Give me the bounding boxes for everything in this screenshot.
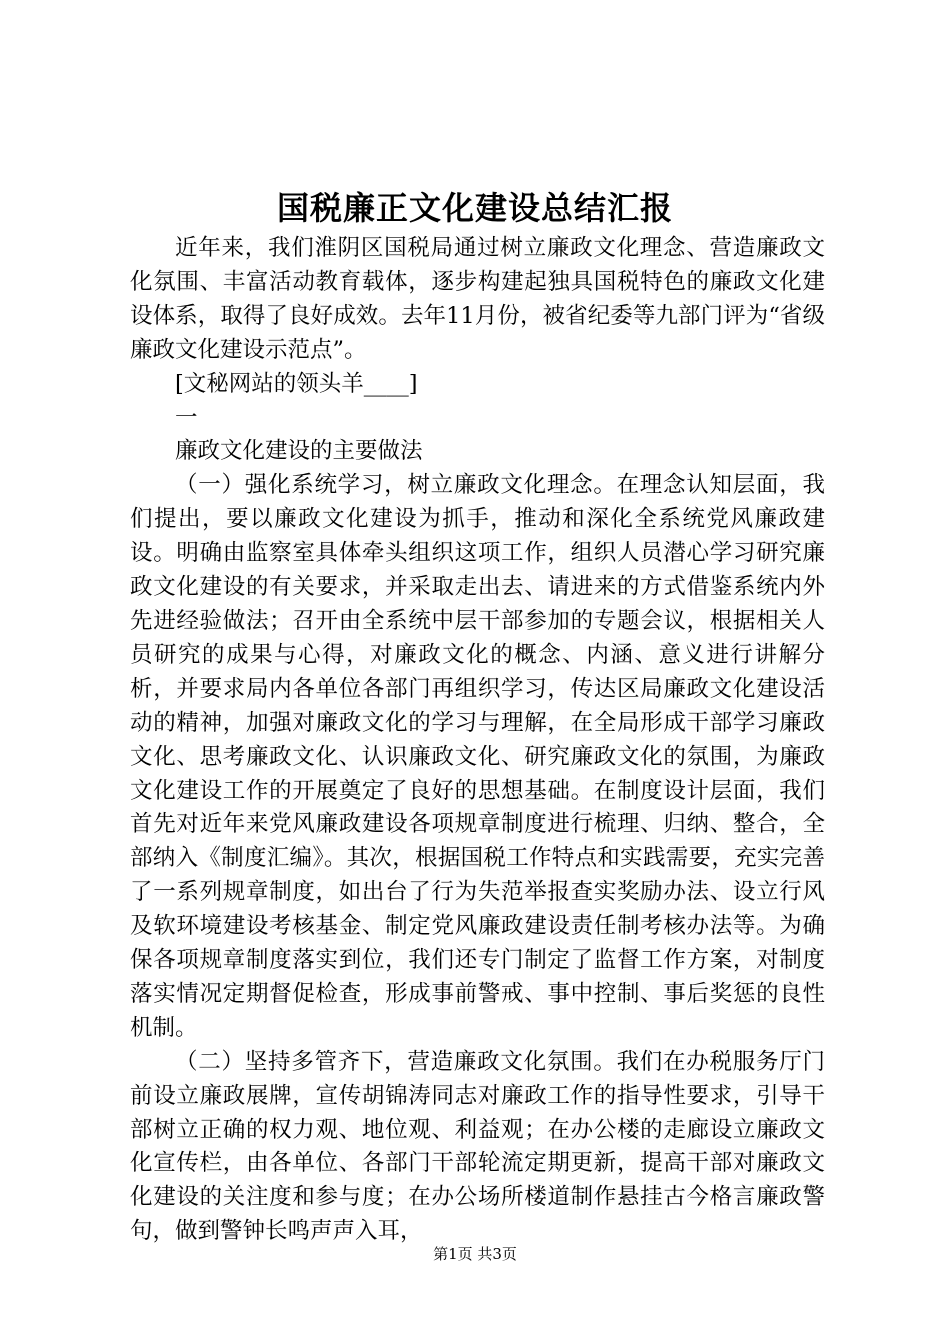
paragraph-part-one: （一）强化系统学习，树立廉政文化理念。在理念认知层面，我们提出，要以廉政文化建设为抓手，推动和深化全系统党风廉政建设。明确由监察室具体牵头组织这项工作，组织人员潜心学习研究廉政文化建设的有关要求，并采取走出去、请进来的方式借鉴系统内外先进经验做法；召开由全系统中层干部参加的专题会议，根据相关人员研究的成果与心得，对廉政文化的概念、内涵、意义进行讲解分析，并要求局内各单位各部门再组织学习，传达区局廉政文化建设活动的精神，加强对廉政文化的学习与理解，在全局形成干部学习廉政文化、思考廉政文化、认识廉政文化、研究廉政文化的氛围，为廉政文化建设工作的开展奠定了良好的思想基础。在制度设计层面，我们首先对近年来党风廉政建设各项规章制度进行梳理、归纳、整合，全部纳入《制度汇编》。其次，根据国税工作特点和实践需要，充实完善了一系列规章制度，如出台了行为失范举报查实奖励办法、设立行风及软环境建设考核基金、制定党风廉政建设责任制考核办法等。为确保各项规章制度落实到位，我们还专门制定了监督工作方案，对制度落实情况定期督促检查，形成事前警戒、事中控制、事后奖惩的良性机制。	[130, 472, 825, 1041]
paragraph-intro: 近年来，我们淮阴区国税局通过树立廉政文化理念、营造廉政文化氛围、丰富活动教育载体，逐步构建起独具国税特色的廉政文化建设体系，取得了良好成效。去年11月份，被省纪委等九部门评为“省级廉政文化建设示范点”。	[130, 235, 825, 363]
paragraph-source-note: [文秘网站的领头羊____]	[175, 370, 418, 397]
section-heading: 廉政文化建设的主要做法	[175, 438, 423, 465]
page-footer: 第1页 共3页	[433, 1245, 517, 1263]
paragraph-part-two: （二）坚持多管齐下，营造廉政文化氛围。我们在办税服务厅门前设立廉政展牌，宣传胡锦涛同志对廉政工作的指导性要求，引导干部树立正确的权力观、地位观、利益观；在办公楼的走廊设立廉政文化宣传栏，由各单位、各部门干部轮流定期更新，提高干部对廉政文化建设的关注度和参与度；在办公场所楼道制作悬挂古今格言廉政警句，做到警钟长鸣声声入耳，	[130, 1048, 825, 1245]
section-number: 一	[175, 404, 198, 431]
document-body	[130, 232, 825, 1249]
document-title: 国税廉正文化建设总结汇报	[276, 189, 673, 227]
